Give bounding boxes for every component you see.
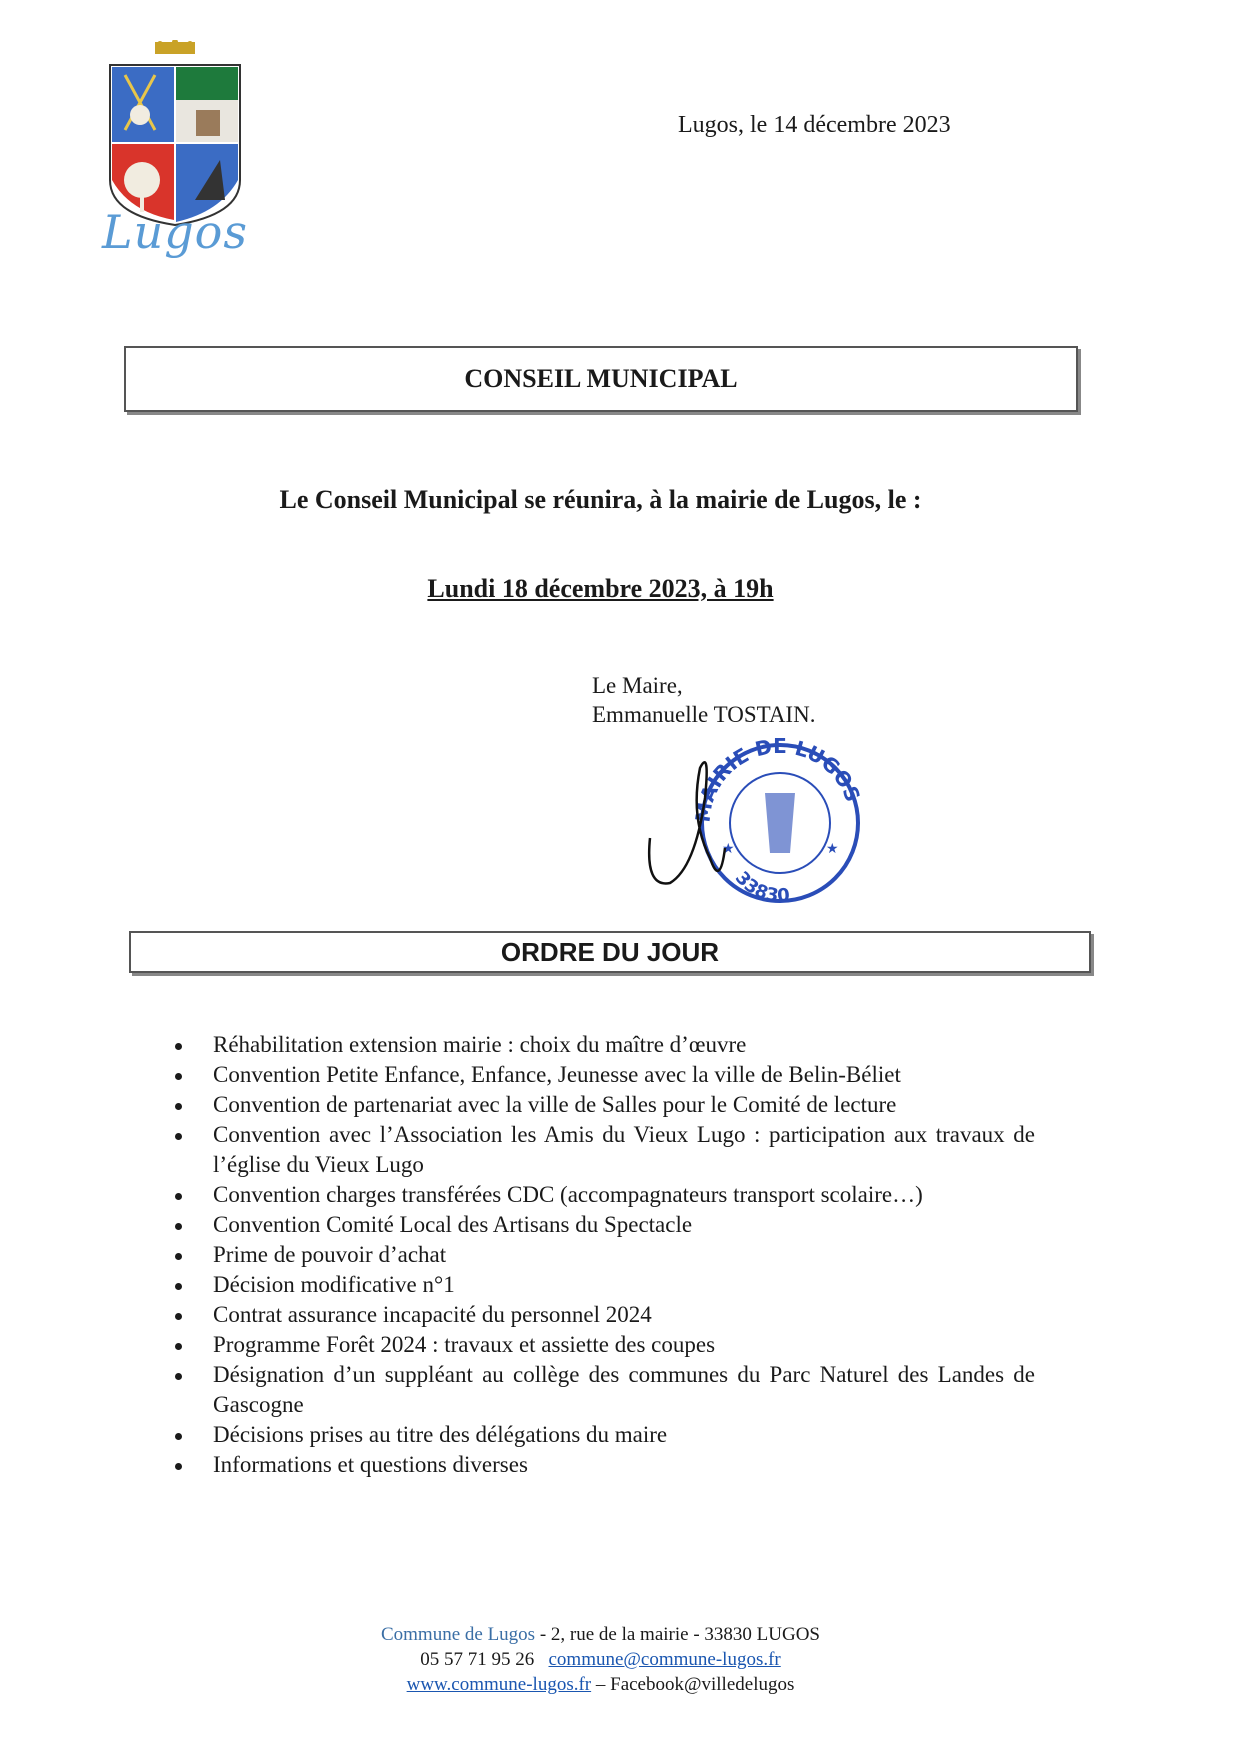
bullet-icon	[175, 1313, 182, 1320]
agenda-item	[175, 1330, 1035, 1360]
agenda-item-text: Prime de pouvoir d’achat	[213, 1242, 447, 1267]
agenda-item-text: Décisions prises au titre des délégations du maire	[213, 1422, 668, 1447]
agenda-item-text: Convention de partenariat avec la ville de Salles pour le Comité de lecture	[213, 1092, 897, 1117]
agenda-item-text: Désignation d’un suppléant au collège des communes du Parc Naturel des Landes de Gascogne	[213, 1362, 1035, 1417]
agenda-item	[175, 1300, 1035, 1330]
bullet-icon	[175, 1043, 182, 1050]
footer-email-link[interactable]: commune@commune-lugos.fr	[548, 1649, 781, 1670]
agenda-item-text: Convention avec l’Association les Amis du Vieux Lugo : participation aux travaux de l’église du Vieux Lugo	[213, 1122, 1035, 1177]
mayor-name: Emmanuelle TOSTAIN.	[592, 702, 816, 727]
agenda-item	[175, 1030, 1035, 1060]
agenda-item	[175, 1210, 1035, 1240]
agenda-item-text: Informations et questions diverses	[213, 1452, 528, 1477]
footer-contact-line	[0, 1647, 1201, 1672]
bullet-icon	[175, 1193, 182, 1200]
agenda-item	[175, 1450, 1035, 1480]
convocation-text: Le Conseil Municipal se réunira, à la mairie de Lugos, le :	[279, 485, 922, 514]
bullet-icon	[175, 1103, 182, 1110]
footer-phone: 05 57 71 95 26	[420, 1649, 535, 1670]
bullet-icon	[175, 1073, 182, 1080]
agenda-item-text: Contrat assurance incapacité du personnel 2024	[213, 1302, 652, 1327]
footer	[0, 1622, 1201, 1697]
agenda-item	[175, 1180, 1035, 1210]
logo-wordmark: Lugos	[102, 205, 248, 259]
agenda-item	[175, 1090, 1035, 1120]
footer-org: Commune de Lugos	[380, 1624, 536, 1645]
agenda-item	[175, 1420, 1035, 1450]
agenda-item	[175, 1270, 1035, 1300]
bullet-icon	[175, 1433, 182, 1440]
agenda-item-text: Décision modificative n°1	[213, 1272, 455, 1297]
bullet-icon	[175, 1343, 182, 1350]
svg-text:★: ★	[722, 842, 735, 857]
title-box	[124, 346, 1078, 412]
agenda-title: ORDRE DU JOUR	[500, 937, 720, 967]
agenda-item	[175, 1120, 1035, 1180]
agenda-item-text: Convention Petite Enfance, Enfance, Jeunesse avec la ville de Belin-Béliet	[213, 1062, 901, 1087]
agenda-item-text: Programme Forêt 2024 : travaux et assiette des coupes	[213, 1332, 716, 1357]
footer-website-link[interactable]: www.commune-lugos.fr	[406, 1674, 592, 1695]
bullet-icon	[175, 1373, 182, 1380]
stamp-text-bottom: 33830	[730, 867, 791, 907]
signature-and-stamp	[640, 738, 880, 908]
footer-address-line	[0, 1622, 1201, 1647]
mayor-title: Le Maire,	[592, 673, 683, 698]
bullet-icon	[175, 1253, 182, 1260]
agenda-item-text: Convention Comité Local des Artisans du Spectacle	[213, 1212, 693, 1237]
bullet-icon	[175, 1463, 182, 1470]
agenda-item-text: Réhabilitation extension mairie : choix du maître d’œuvre	[213, 1032, 747, 1057]
agenda-list	[175, 1030, 1035, 1480]
footer-facebook: – Facebook@villedelugos	[591, 1674, 795, 1695]
bullet-icon	[175, 1223, 182, 1230]
agenda-item	[175, 1360, 1035, 1420]
agenda-item	[175, 1060, 1035, 1090]
bullet-icon	[175, 1283, 182, 1290]
meeting-date-text: Lundi 18 décembre 2023, à 19h	[427, 574, 774, 603]
stamp-text-top: MAIRIE DE LUGOS	[690, 738, 866, 824]
footer-web-line	[0, 1672, 1201, 1697]
svg-text:★: ★	[826, 842, 839, 857]
agenda-item-text: Convention charges transférées CDC (accompagnateurs transport scolaire…)	[213, 1182, 923, 1207]
document-date: Lugos, le 14 décembre 2023	[678, 112, 951, 138]
meeting-date	[0, 574, 1201, 604]
agenda-title-box	[129, 931, 1091, 973]
bullet-icon	[175, 1133, 182, 1140]
page-title: CONSEIL MUNICIPAL	[464, 364, 738, 393]
agenda-item	[175, 1240, 1035, 1270]
footer-address: - 2, rue de la mairie - 33830 LUGOS	[535, 1624, 821, 1645]
